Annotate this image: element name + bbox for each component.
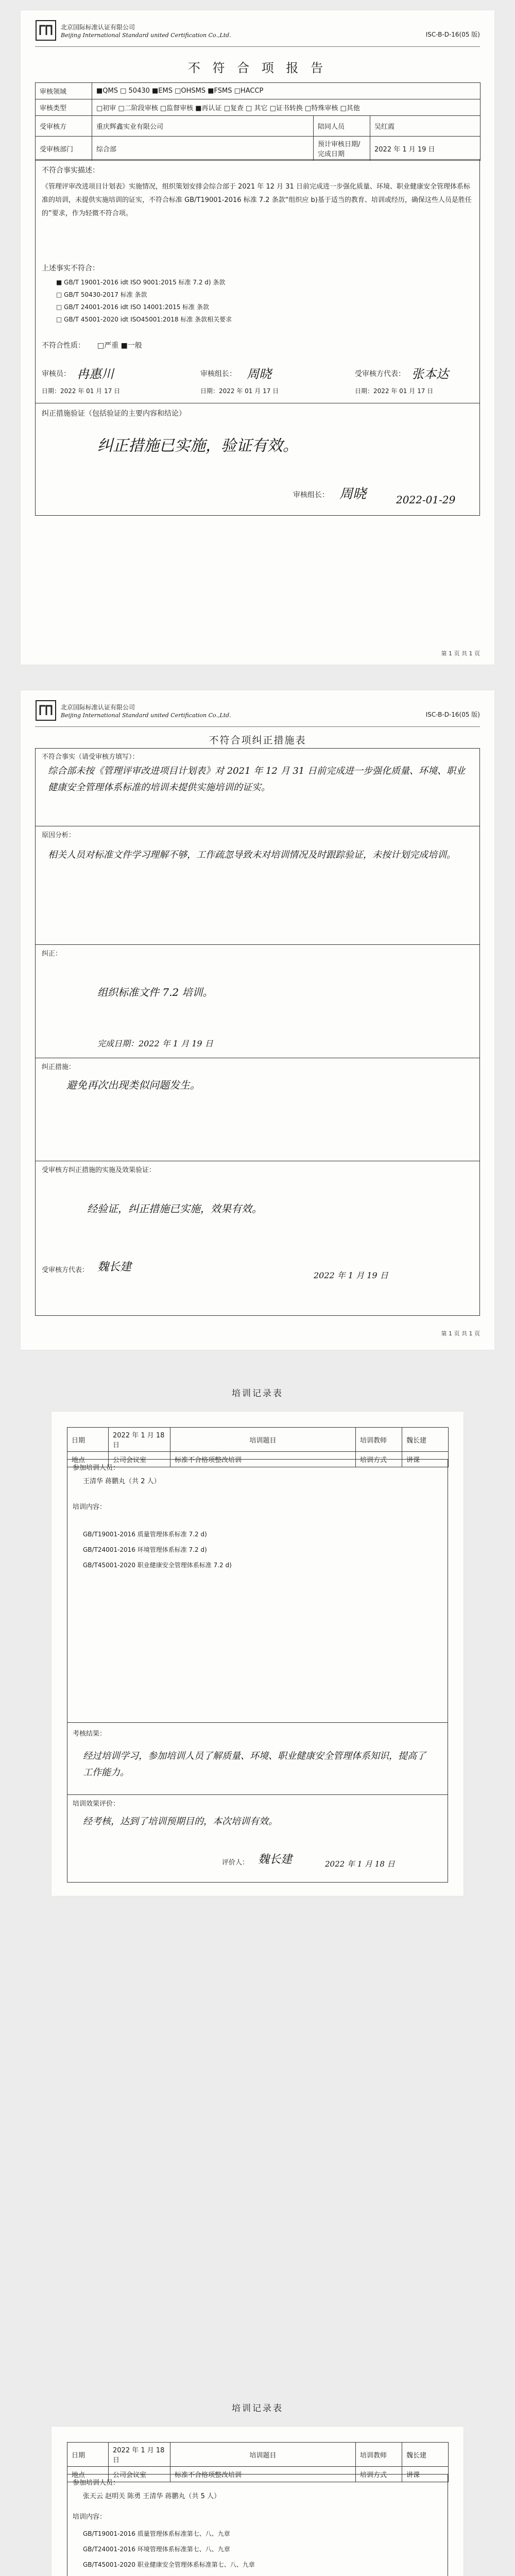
section-title: 培训记录表	[232, 1388, 283, 1399]
field-label: 培训教师	[356, 2443, 402, 2467]
evaluator-date: 2022 年 1 月 18 日	[325, 1859, 395, 1869]
leader-signature: 周晓	[247, 367, 271, 381]
content-label: 培训内容：	[73, 2513, 107, 2521]
field-label: 受审核部门	[36, 137, 92, 161]
field-label: 陪同人员	[314, 116, 370, 137]
content-list	[83, 1527, 433, 1573]
evaluator-signature: 魏长建	[258, 1853, 293, 1866]
clause-item: □ GB/T 45001-2020 idt ISO45001:2018 标准 条款相关要求	[56, 316, 232, 323]
department-value: 综合部	[92, 137, 314, 161]
attendees-label: 参加培训人员：	[73, 2479, 120, 2487]
eval-label: 考核结果：	[73, 1730, 107, 1738]
verifier-date: 2022-01-29	[396, 494, 456, 506]
document-number: ISC-B-D-16(05 版)	[425, 711, 480, 718]
content-item: GB/T19001-2016 质量管理体系标准 7.2 d)	[83, 1531, 207, 1538]
auditee-value: 重庆辉鑫实业有限公司	[92, 116, 314, 137]
corrective-action-page	[21, 690, 494, 1350]
field-label: 地点	[67, 2467, 109, 2482]
content-item: GB/T45001-2020 职业健康安全管理体系标准第七、八、九章	[83, 2561, 255, 2568]
training-type: 讲课	[402, 1452, 449, 1467]
org-name-cn: 北京国际标准认证有限公司	[61, 24, 135, 31]
nonconformity-description-box	[35, 159, 480, 516]
field-label: 日期	[67, 2443, 109, 2467]
page-footer-note: 第 1 页 共 1 页	[441, 1330, 480, 1337]
org-name-en: Beijing International Standard united Certification Co.,Ltd.	[61, 32, 231, 39]
content-item	[83, 2572, 433, 2576]
training-record-page	[52, 1412, 464, 1896]
action-label: 纠正措施：	[42, 1063, 76, 1071]
auditee-rep-label: 受审核方代表：	[355, 370, 405, 378]
correction-text: 组织标准文件 7.2 培训。	[97, 986, 213, 998]
effect-text: 经验证，纠正措施已实施，效果有效。	[87, 1202, 262, 1215]
nonconformity-report-page	[21, 10, 494, 665]
page-footer-note: 第 1 页 共 1 页	[441, 650, 480, 657]
training-date: 2022 年 1 月 18 日	[109, 2443, 170, 2467]
field-label: 审核领域	[36, 83, 92, 99]
field-label: 培训题目	[170, 1428, 356, 1452]
field-label: 预计审核日期/完成日期	[314, 137, 370, 161]
correction-label: 纠正：	[42, 950, 62, 958]
company-logo-icon	[35, 20, 57, 41]
training-content-box	[67, 1459, 448, 1883]
page-title: 不符合项纠正措施表	[209, 735, 306, 746]
clause-list	[56, 276, 468, 326]
field-label: 培训方式	[356, 1452, 402, 1467]
auditee-rep-date: 2022 年 1 月 19 日	[314, 1270, 388, 1280]
section-title: 培训记录表	[232, 2403, 283, 2414]
attendees-label: 参加培训人员：	[73, 1464, 120, 1472]
verifier-label: 审核组长：	[293, 491, 329, 499]
attendees-list: 张天云 赵明关 陈勇 王清华 蒋鹏丸（共 5 人）	[83, 2493, 221, 2500]
content-item: GB/T45001-2020 职业健康安全管理体系标准 7.2 d)	[83, 1562, 232, 1569]
content-label: 培训内容：	[73, 1503, 107, 1511]
auditor-label: 审核员：	[42, 370, 71, 378]
content-list	[83, 2526, 433, 2576]
org-name-cn: 北京国际标准认证有限公司	[61, 704, 135, 711]
escort-value: 吴红霞	[370, 116, 480, 137]
field-label: 培训题目	[170, 2443, 356, 2467]
auditor-date: 日期：2022 年 01 月 17 日	[42, 387, 121, 395]
clause-label: 上述事实不符合：	[42, 264, 99, 273]
attendees-list: 王清华 蒋鹏丸（共 2 人）	[83, 1478, 161, 1485]
effect-label: 受审核方纠正措施的实施及效果验证：	[42, 1166, 156, 1174]
field-label: 审核类型	[36, 99, 92, 116]
company-logo-icon	[35, 700, 57, 721]
severity-label: 不符合性质：	[42, 342, 85, 350]
training-record-page	[52, 2427, 464, 2576]
auditee-rep-signature: 张本达	[411, 367, 449, 381]
description-label: 不符合事实描述：	[42, 166, 99, 175]
leader-label: 审核组长：	[200, 370, 236, 378]
training-date: 2022 年 1 月 18 日	[109, 1428, 170, 1452]
page-title: 不 符 合 项 报 告	[187, 61, 328, 75]
action-text: 避免再次出现类似问题发生。	[66, 1079, 200, 1091]
evaluator-label: 评价人：	[222, 1859, 249, 1867]
auditee-rep-signature: 魏长建	[97, 1261, 132, 1274]
training-type: 讲课	[402, 2467, 449, 2482]
description-text: 《管理评审改进项目计划表》实施情况，组织策划安排会综合部于 2021 年 12 月 31 日前完成进一步强化质量、环境、职业健康安全管理体系标准的培训，未提供实施培训的证实，不符合标准 GB/T19001-2016 标准 7.2 条款“组织应 b)基于适当的教育、培训或经历，确保这些人员是胜任的”要求，作为轻微不符合项。	[42, 183, 472, 217]
training-content-box	[67, 2474, 448, 2576]
date-value: 2022 年 1 月 19 日	[370, 137, 480, 161]
corrective-action-box	[35, 748, 480, 1316]
auditee-rep-date: 日期：2022 年 01 月 17 日	[355, 387, 434, 395]
document-header	[35, 700, 480, 727]
eval-text: 经过培训学习，参加培训人员了解质量、环境、职业健康安全管理体系知识，提高了工作能力。	[83, 1751, 426, 1778]
field-label: 日期	[67, 1428, 109, 1452]
report-info-table	[35, 82, 480, 161]
severity-value: □严重 ■一般	[97, 342, 142, 350]
field-label: 地点	[67, 1452, 109, 1467]
cause-text: 相关人员对标准文件学习理解不够，工作疏忽导致未对培训情况及时跟踪验证，未按计划完成培训。	[48, 850, 456, 860]
document-number: ISC-B-D-16(05 版)	[425, 31, 480, 38]
verification-label: 纠正措施验证（包括验证的主要内容和结论）	[42, 410, 186, 418]
field-label: 培训方式	[356, 2467, 402, 2482]
nc-fact-label: 不符合事实（请受审核方填写）：	[42, 753, 139, 761]
training-topic: 标准不合格项整改培训	[170, 2467, 356, 2482]
nc-fact-text: 综合部未按《管理评审改进项目计划表》对 2021 年 12 月 31 日前完成进一步强化质量、环境、职业健康安全管理体系标准的培训未提供实施培训的证实。	[48, 766, 465, 793]
field-label: 受审核方	[36, 116, 92, 137]
clause-item: □ GB/T 50430-2017 标准 条款	[56, 291, 147, 298]
teacher-name: 魏长建	[402, 2443, 449, 2467]
auditee-rep-label: 受审核方代表：	[42, 1266, 89, 1274]
document-header	[35, 20, 480, 47]
effect-label: 培训效果评价：	[73, 1800, 120, 1808]
org-name-en: Beijing International Standard united Certification Co.,Ltd.	[61, 712, 231, 719]
correction-date: 完成日期：2022 年 1 月 19 日	[97, 1039, 213, 1048]
clause-item: ■ GB/T 19001-2016 idt ISO 9001:2015 标准 7.2 d) 条款	[56, 279, 226, 286]
audit-type-value: □初审 □二阶段审核 □监督审核 ■再认证 □复查 □ 其它 □证书转换 □特殊审核 □其他	[92, 99, 480, 116]
training-place: 公司会议室	[109, 2467, 170, 2482]
field-label: 培训教师	[356, 1428, 402, 1452]
effect-text: 经考核，达到了培训预期目的，本次培训有效。	[83, 1816, 278, 1827]
teacher-name: 魏长建	[402, 1428, 449, 1452]
content-item: GB/T24001-2016 环境管理体系标准第七、八、九章	[83, 2546, 230, 2553]
verification-handwriting: 纠正措施已实施，验证有效。	[97, 437, 298, 455]
content-item: GB/T19001-2016 质量管理体系标准第七、八、九章	[83, 2530, 230, 2537]
leader-date: 日期：2022 年 01 月 17 日	[200, 387, 279, 395]
training-place: 公司会议室	[109, 1452, 170, 1467]
cause-label: 原因分析：	[42, 832, 76, 839]
audit-scope-value: ■QMS □ 50430 ■EMS □OHSMS ■FSMS □HACCP	[92, 83, 480, 99]
auditor-signature: 冉惠川	[77, 367, 114, 381]
content-item: GB/T24001-2016 环境管理体系标准 7.2 d)	[83, 1546, 207, 1553]
verifier-signature: 周晓	[339, 486, 367, 502]
clause-item: □ GB/T 24001-2016 idt ISO 14001:2015 标准 条款	[56, 303, 210, 311]
training-topic: 标准不合格项整改培训	[170, 1452, 356, 1467]
